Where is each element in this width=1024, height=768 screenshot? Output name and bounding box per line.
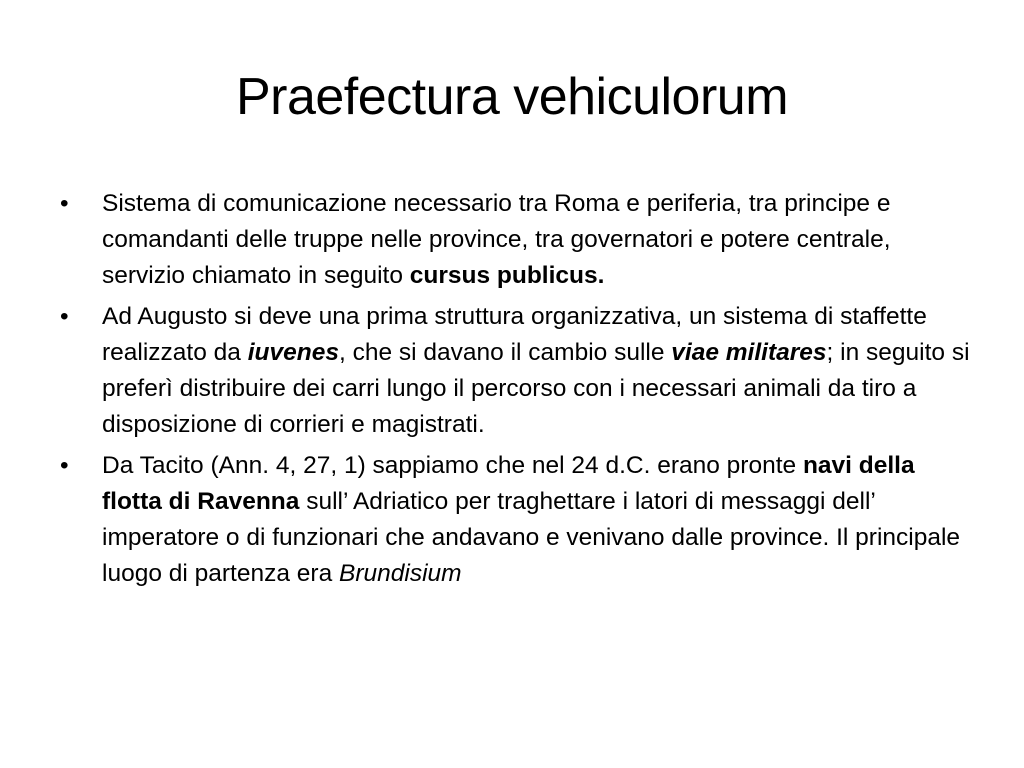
bullet-2-term-viae-militares: viae militares	[671, 339, 827, 366]
bullet-item-3	[60, 448, 970, 592]
bullet-marker: •	[60, 452, 69, 479]
bullet-3-text-a: Da Tacito (Ann. 4, 27, 1) sappiamo che nel 24 d.C. erano pronte	[102, 452, 803, 479]
bullet-3-bold-term: navi della flotta di Ravenna	[102, 452, 915, 515]
bullet-item-1	[60, 186, 970, 294]
bullet-1-bold-term: cursus publicus.	[409, 262, 605, 289]
bullet-2-term-iuvenes: iuvenes	[247, 339, 339, 366]
bullet-3-text-b: sull’ Adriatico per traghettare i latori di messaggi dell’ imperatore o di funzionari che andavano e venivano dalle province. Il principale luogo di partenza era	[102, 488, 961, 587]
bullet-2-text-a: Ad Augusto si deve una prima struttura organizzativa, un sistema di staffette realizzato da	[102, 303, 927, 366]
slide-title: Praefectura vehiculorum	[235, 68, 789, 126]
bullet-marker: •	[60, 190, 69, 217]
bullet-2-text-b: , che si davano il cambio sulle	[338, 339, 672, 366]
bullet-item-2	[60, 299, 970, 443]
slide-body	[60, 186, 970, 597]
bullet-marker: •	[60, 303, 69, 330]
bullet-1-text: Sistema di comunicazione necessario tra Roma e periferia, tra principe e comandanti delle truppe nelle province, tra governatori e potere centrale, servizio chiamato in seguito	[102, 190, 891, 289]
bullet-2-text-c: ; in seguito si preferì distribuire dei carri lungo il percorso con i necessari animali da tiro a disposizione di corrieri e magistrati.	[102, 339, 970, 438]
bullet-3-italic-term: Brundisium	[339, 560, 462, 587]
